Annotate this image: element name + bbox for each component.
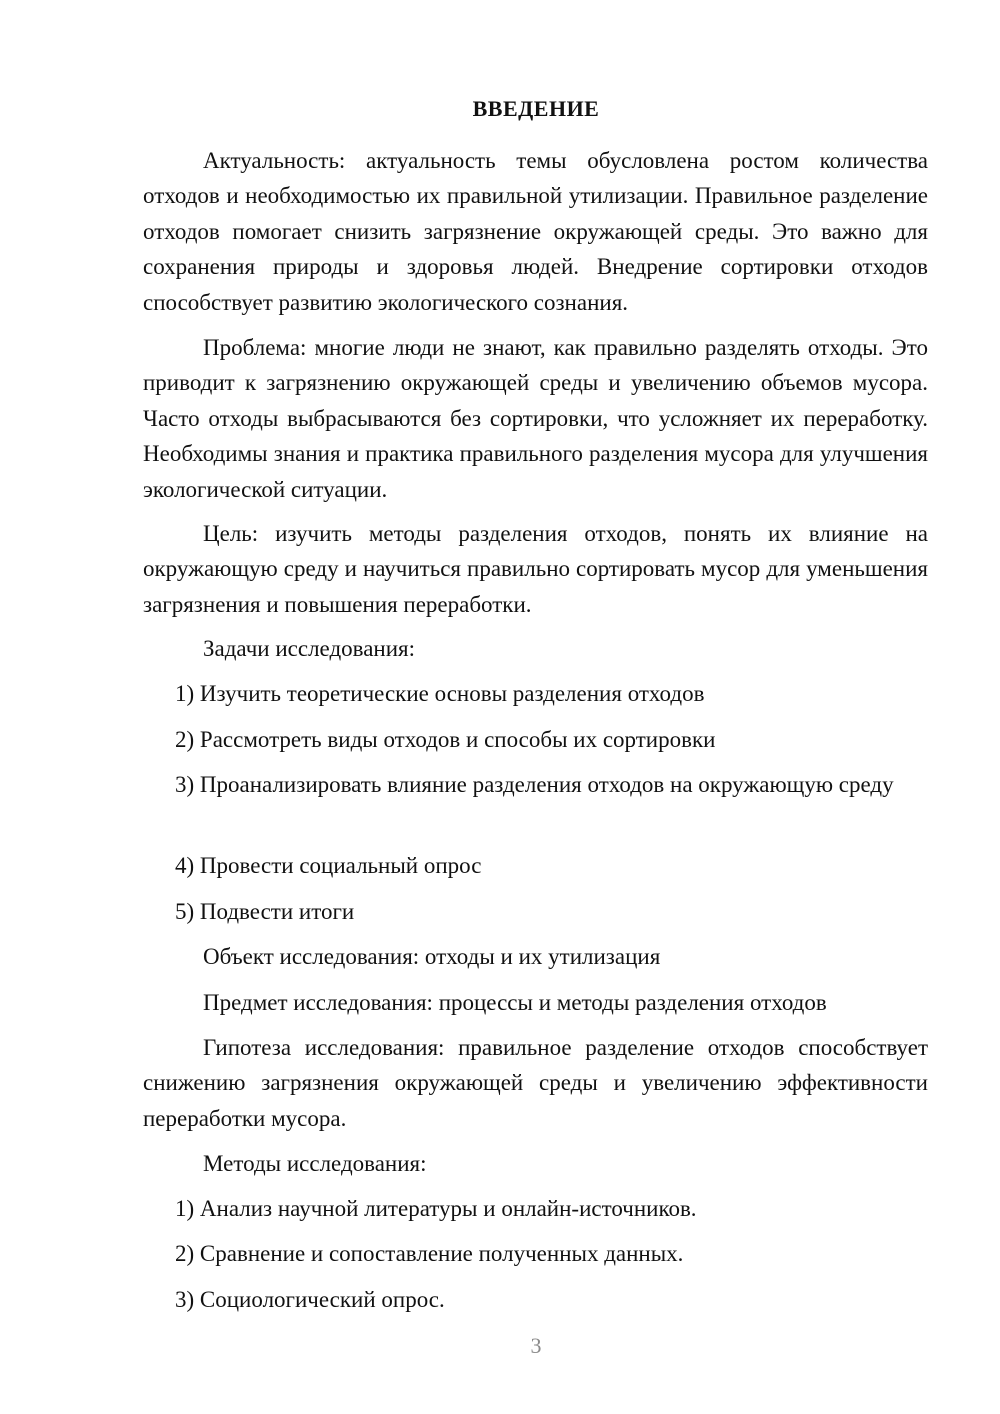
method-item: 3) Социологический опрос. [175, 1287, 445, 1312]
methods-heading: Методы исследования: [203, 1151, 427, 1176]
task-item: 4) Провести социальный опрос [175, 853, 482, 878]
relevance-paragraph: Актуальность: актуальность темы обусловлена ростом количества отходов и необходимостью их правильной утилизации. Правильное разделение отходов помогает снизить загрязнение окружающей среды. Это важно для сохранения природы и здоровья людей. Внедрение сортировки отходов способствует развитию экологического сознания. [143, 148, 928, 315]
object-line: Объект исследования: отходы и их утилизация [203, 944, 661, 969]
hypothesis-paragraph: Гипотеза исследования: правильное разделение отходов способствует снижению загрязнения окружающей среды и увеличению эффективности переработки мусора. [143, 1035, 928, 1131]
task-item: 5) Подвести итоги [175, 899, 355, 924]
goal-paragraph: Цель: изучить методы разделения отходов, понять их влияние на окружающую среду и научиться правильно сортировать мусор для уменьшения загрязнения и повышения переработки. [143, 521, 928, 617]
task-item: 2) Рассмотреть виды отходов и способы их сортировки [175, 727, 716, 752]
method-item: 2) Сравнение и сопоставление полученных данных. [175, 1241, 684, 1266]
section-title: ВВЕДЕНИЕ [472, 96, 600, 121]
method-item: 1) Анализ научной литературы и онлайн-источников. [175, 1196, 697, 1221]
problem-paragraph: Проблема: многие люди не знают, как правильно разделять отходы. Это приводит к загрязнению окружающей среды и увеличению объемов мусора. Часто отходы выбрасываются без сортировки, что усложняет их переработку. Необходимы знания и практика правильного разделения мусора для улучшения экологической ситуации. [143, 335, 928, 502]
page-number: 3 [530, 1333, 542, 1358]
task-item: 3) Проанализировать влияние разделения отходов на окружающую среду [175, 772, 894, 797]
subject-line: Предмет исследования: процессы и методы разделения отходов [203, 990, 827, 1015]
task-item: 1) Изучить теоретические основы разделения отходов [175, 681, 705, 706]
tasks-heading: Задачи исследования: [203, 636, 416, 661]
